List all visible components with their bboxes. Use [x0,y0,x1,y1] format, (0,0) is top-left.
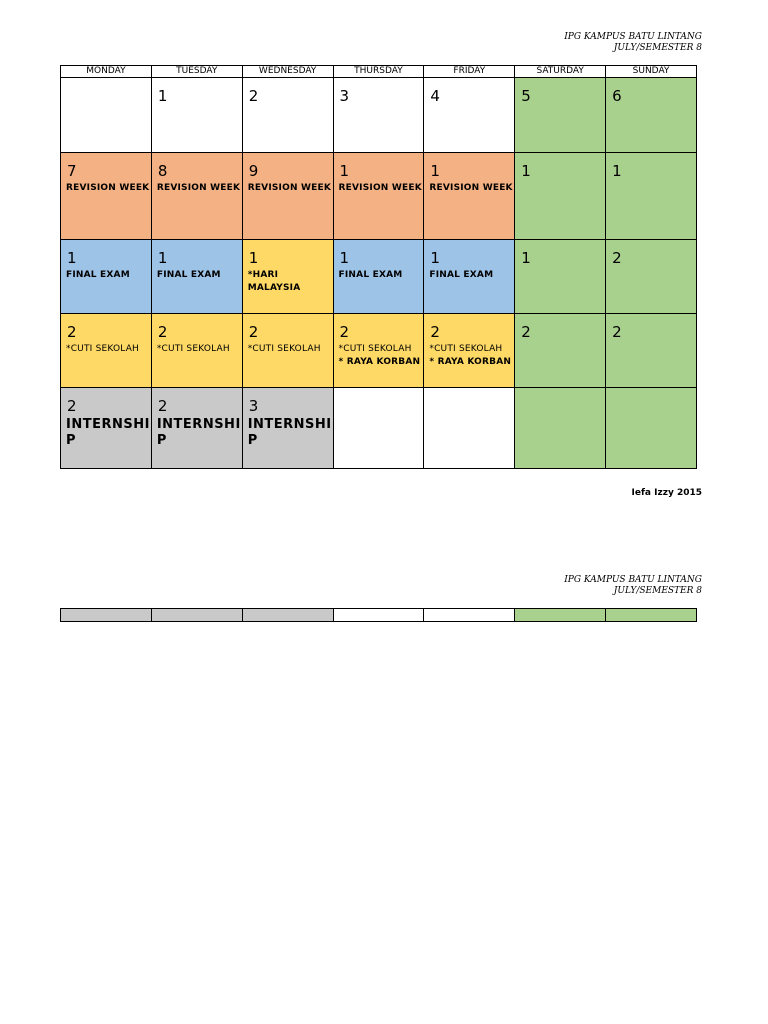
day-cell-w3-thursday [333,240,424,314]
calendar-grid [60,65,697,469]
day-cell-w1-saturday [515,78,606,153]
author-credit: Iefa Izzy 2015 [631,488,702,498]
day-note: *CUTI SEKOLAH [66,344,140,354]
day-number: 6 [612,87,622,105]
page2-calendar-strip [60,608,697,622]
page2-strip-cell-thursday [333,609,424,622]
day-cell-w4-monday [61,314,152,388]
day-note: *CUTI SEKOLAH [429,344,503,354]
week-row-1 [61,78,697,153]
day-number: 7 [67,162,77,180]
day-cell-w4-tuesday [151,314,242,388]
day-number [515,388,605,397]
day-note: *CUTI SEKOLAH [247,344,321,354]
day-note: INTERNSHIP [247,417,332,448]
day-number: 1 [248,249,259,267]
day-cell-w5-wednesday [242,388,333,469]
day-number: 1 [430,162,440,180]
day-note: INTERNSHIP [66,417,150,448]
day-note: *HARI MALAYSIA [247,270,301,293]
day-cell-w5-friday [424,388,515,469]
day-number: 2 [430,323,440,341]
day-number [424,388,514,397]
day-number: 1 [157,249,168,267]
day-note: REVISION WEEK [156,183,241,193]
day-cell-w4-friday [424,314,515,388]
day-header-tuesday: TUESDAY [151,66,242,78]
page2-strip-cell-monday [61,609,152,622]
day-cell-w3-saturday [515,240,606,314]
day-cell-w2-sunday [606,153,697,240]
week-row-3 [61,240,697,314]
day-number: 1 [157,87,168,105]
day-number: 1 [612,162,622,180]
day-cell-w3-friday [424,240,515,314]
day-header-monday: MONDAY [61,66,152,78]
day-header-friday: FRIDAY [424,66,515,78]
weekday-header-row [61,66,697,78]
day-cell-w1-tuesday [151,78,242,153]
day-header-wednesday: WEDNESDAY [242,66,333,78]
day-number: 1 [67,249,77,267]
day-number: 1 [521,162,531,180]
page-header [564,32,702,54]
day-cell-w1-monday [61,78,152,153]
day-cell-w4-thursday [333,314,424,388]
day-note: *CUTI SEKOLAH [156,344,230,354]
day-number: 1 [430,249,440,267]
day-cell-w2-tuesday [151,153,242,240]
day-number: 2 [339,323,350,341]
day-number: 3 [339,87,350,105]
day-cell-w3-sunday [606,240,697,314]
day-number: 2 [157,397,168,415]
day-cell-w5-thursday [333,388,424,469]
day-number [61,78,151,87]
day-number [606,388,696,397]
day-cell-w2-monday [61,153,152,240]
day-note: FINAL EXAM [429,270,494,280]
day-number: 9 [248,162,259,180]
day-cell-w1-sunday [606,78,697,153]
day-number: 1 [339,249,350,267]
day-note: FINAL EXAM [338,270,403,280]
day-number: 4 [430,87,440,105]
day-note: REVISION WEEK [66,183,150,193]
day-note: *CUTI SEKOLAH [338,344,412,354]
day-number: 1 [521,249,531,267]
day-cell-w2-friday [424,153,515,240]
day-cell-w3-wednesday [242,240,333,314]
day-header-saturday: SATURDAY [515,66,606,78]
day-cell-w5-tuesday [151,388,242,469]
day-note: REVISION WEEK [247,183,332,193]
page2-semester-title: JULY/SEMESTER 8 [613,586,702,596]
day-header-thursday: THURSDAY [333,66,424,78]
day-note: FINAL EXAM [156,270,221,280]
day-cell-w4-wednesday [242,314,333,388]
page2-strip-cell-saturday [515,609,606,622]
day-number: 2 [67,397,77,415]
day-cell-w3-tuesday [151,240,242,314]
day-note-secondary: * RAYA KORBAN [338,357,421,367]
page2-strip-cell-friday [424,609,515,622]
day-cell-w1-friday [424,78,515,153]
institution-title: IPG KAMPUS BATU LINTANG [564,32,702,42]
day-number: 2 [612,323,622,341]
day-number: 8 [157,162,168,180]
day-note: INTERNSHIP [156,417,241,448]
day-note-secondary: * RAYA KORBAN [429,357,512,367]
day-cell-w4-saturday [515,314,606,388]
week-row-5 [61,388,697,469]
day-cell-w1-wednesday [242,78,333,153]
day-cell-w2-saturday [515,153,606,240]
day-cell-w5-sunday [606,388,697,469]
day-number: 3 [248,397,259,415]
week-row-4 [61,314,697,388]
day-note: REVISION WEEK [429,183,513,193]
day-cell-w1-thursday [333,78,424,153]
page2-strip-cell-tuesday [151,609,242,622]
day-note: REVISION WEEK [338,183,422,193]
day-number: 2 [248,87,259,105]
semester-title: JULY/SEMESTER 8 [613,43,702,53]
page2-header [564,575,702,597]
day-number: 2 [521,323,531,341]
day-number [334,388,424,397]
week-row-2 [61,153,697,240]
day-number: 5 [521,87,531,105]
day-cell-w5-saturday [515,388,606,469]
day-cell-w2-thursday [333,153,424,240]
page2-strip-row [61,609,697,622]
day-number: 2 [67,323,77,341]
page2-strip-cell-sunday [606,609,697,622]
day-number: 2 [157,323,168,341]
page2-strip-cell-wednesday [242,609,333,622]
day-number: 2 [612,249,622,267]
day-cell-w4-sunday [606,314,697,388]
day-cell-w3-monday [61,240,152,314]
day-note: FINAL EXAM [66,270,130,280]
page2-institution-title: IPG KAMPUS BATU LINTANG [564,575,702,585]
day-header-sunday: SUNDAY [606,66,697,78]
day-cell-w2-wednesday [242,153,333,240]
day-number: 2 [248,323,259,341]
day-number: 1 [339,162,350,180]
day-cell-w5-monday [61,388,152,469]
